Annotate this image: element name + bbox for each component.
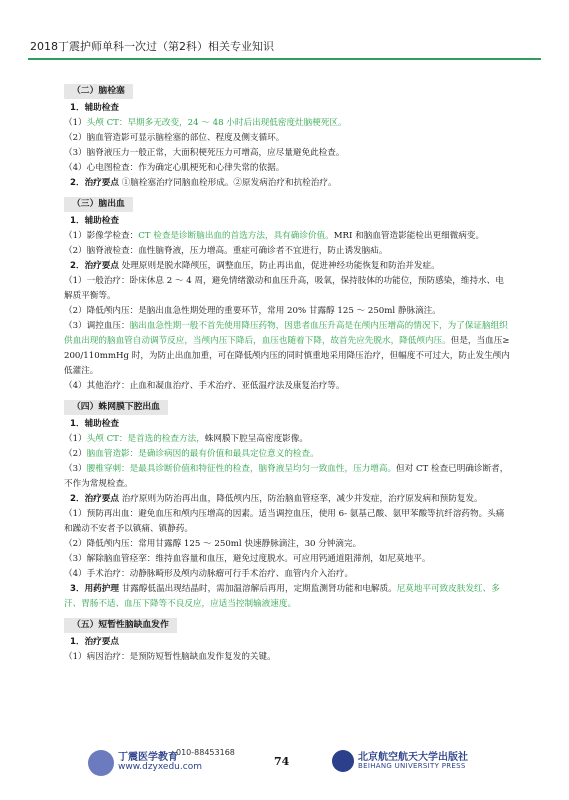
list-item: （3）调控血压：脑出血急性期一般不首先使用降压药物，因患者血压升高是在颅内压增高的情况下，为了保证脑组织供血出现的脑血管自动调节反应，当颅内压下降后，血压也随着下降，故首先应先脱水，降低颅内压。但是，当血压≥ 200/110mmHg 时，为防止出血加重，可在降低颅内压的同时慎重地采用降压治疗，但幅度不可过大，防止发生颅内低灌注。: [64, 321, 510, 376]
publisher-logo-icon: [332, 750, 354, 772]
list-item: 2．治疗要点 ①脑栓塞治疗同脑血栓形成。②原发病治疗和抗栓治疗。: [70, 178, 337, 188]
list-item: （1）影像学检查：CT 检查是诊断脑出血的首选方法，具有确诊价值。MRI 和脑血管造影能检出更细微病变。: [64, 231, 485, 241]
list-item: 3．用药护理 甘露醇低温出现结晶时，需加温溶解后再用，定期监测肾功能和电解质。尼莫地平可致皮肤发红、多汗、胃肠不适、血压下降等不良反应，应适当控制输液速度。: [64, 584, 500, 609]
header-rule: [28, 58, 541, 60]
subheading: 1．治疗要点: [70, 637, 119, 647]
brand-logo-icon: [88, 750, 114, 776]
list-item: （1）预防再出血：避免血压和颅内压增高的因素。适当调控血压，使用 6- 氨基己酸、氨甲苯酸等抗纤溶药物。头痛和躁动不安者予以镇痛、镇静药。: [64, 509, 505, 534]
list-item: （4）心电图检查：作为确定心肌梗死和心律失常的依据。: [64, 163, 285, 173]
publisher-name-en: BEIHANG UNIVERSITY PRESS: [358, 762, 466, 770]
list-item: （2）降低颅内压：常用甘露醇 125 ～ 250ml 快速静脉滴注，30 分钟滴完。: [64, 539, 362, 549]
running-header: 2018丁震护师单科一次过（第2科）相关专业知识: [30, 40, 274, 53]
subheading: 1．辅助检查: [70, 216, 119, 226]
list-item: （1）一般治疗：卧床休息 2 ～ 4 周，避免情绪激动和血压升高，吸氧，保持肢体的功能位，预防感染，维持水、电解质平衡等。: [64, 276, 504, 301]
website-link[interactable]: www.dzyxedu.com: [118, 762, 202, 772]
page-number: 74: [274, 755, 290, 768]
subheading: 1．辅助检查: [70, 419, 119, 429]
section-hemorrhage: [64, 191, 512, 394]
section-title: （四）蛛网膜下腔出血: [64, 400, 168, 415]
list-item: （3）腰椎穿刺：是最具诊断价值和特征性的检查，脑脊液呈均匀一致血性，压力增高。但对 CT 检查已明确诊断者，不作为常规检查。: [64, 464, 509, 489]
section-sah: [64, 394, 512, 612]
list-item: （3）脑脊液压力一般正常，大面积梗死压力可增高，应尽量避免此检查。: [64, 148, 345, 158]
page-body: [64, 78, 512, 665]
phone-number: 010-88453168: [176, 748, 235, 757]
subheading: 1．辅助检查: [70, 103, 119, 113]
list-item: 2．治疗要点 处理原则是脱水降颅压，调整血压，防止再出血，促进神经功能恢复和防治并发症。: [70, 261, 440, 271]
list-item: （2）脑血管造影可显示脑栓塞的部位、程度及侧支循环。: [64, 133, 285, 143]
list-item: （1）病因治疗：是预防短暂性脑缺血发作复发的关键。: [64, 652, 276, 662]
list-item: （2）脑血管造影：是确诊病因的最有价值和最具定位意义的检查。: [64, 449, 319, 459]
list-item: （4）手术治疗：动静脉畸形及颅内动脉瘤可行手术治疗、血管内介入治疗。: [64, 569, 354, 579]
page-footer: [0, 742, 569, 782]
brand-name: 丁震医学教育: [118, 752, 178, 763]
section-title: （二）脑栓塞: [64, 84, 133, 99]
list-item: （2）脑脊液检查：血性脑脊液，压力增高。重症可确诊者不宜进行，防止诱发脑疝。: [64, 246, 388, 256]
section-embolism: [64, 78, 512, 191]
list-item: （3）解除脑血管痉挛：维持血容量和血压，避免过度脱水。可应用钙通道阻滞剂，如尼莫地平。: [64, 554, 431, 564]
list-item: 2．治疗要点 治疗原则为防治再出血，降低颅内压，防治脑血管痉挛，减少并发症，治疗原发病和预防复发。: [70, 494, 483, 504]
section-title: （三）脑出血: [64, 197, 133, 212]
list-item: （1）头颅 CT：是首选的检查方法，蛛网膜下腔呈高密度影像。: [64, 434, 308, 444]
list-item: （4）其他治疗：止血和凝血治疗、手术治疗、亚低温疗法及康复治疗等。: [64, 381, 345, 391]
section-title: （五）短暂性脑缺血发作: [64, 618, 177, 633]
list-item: （1）头颅 CT：早期多无改变，24 ～ 48 小时后出现低密度灶脑梗死区。: [64, 118, 347, 128]
publisher-name: 北京航空航天大学出版社: [358, 752, 468, 763]
section-tia: [64, 612, 512, 665]
list-item: （2）降低颅内压：是脑出血急性期处理的重要环节，常用 20% 甘露醇 125 ～ 250ml 静脉滴注。: [64, 306, 441, 316]
